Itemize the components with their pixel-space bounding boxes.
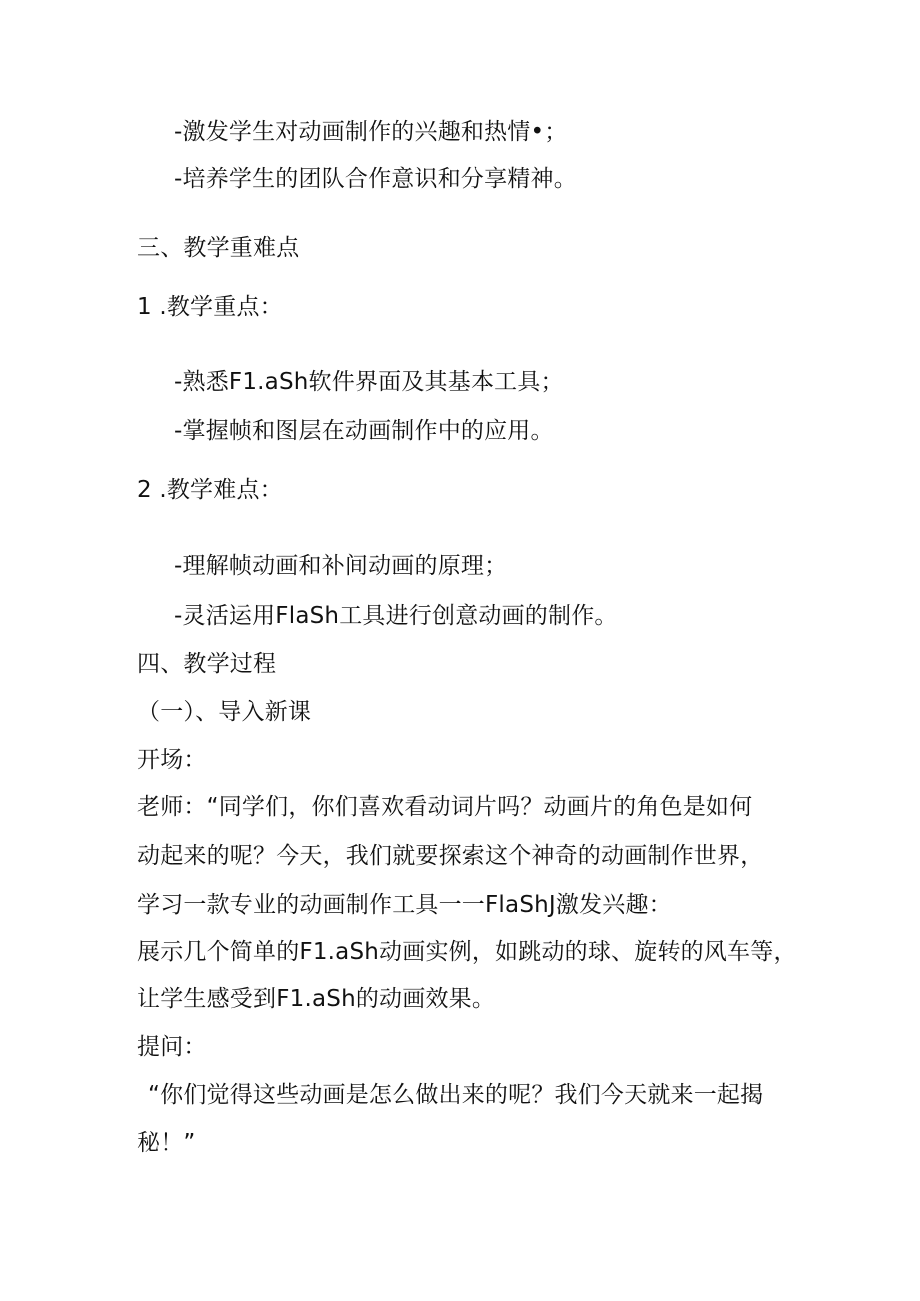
section-heading-teaching-process: 四、教学过程 bbox=[137, 651, 277, 677]
subheading-key-points: 1 .教学重点： bbox=[137, 294, 283, 320]
difficult-point-principle-line: -理解帧动画和补间动画的原理； bbox=[174, 553, 508, 579]
subsection-heading-intro: （一）、导入新课 bbox=[137, 699, 312, 725]
subheading-difficult-points: 2 .教学难点： bbox=[137, 477, 283, 503]
demo-examples-line-1: 展示几个简单的F1.aSh动画实例，如跳动的球、旋转的风车等， bbox=[137, 939, 797, 965]
teacher-speech-line-2: 动起来的呢？今天，我们就要探索这个神奇的动画制作世界， bbox=[137, 843, 764, 869]
key-point-frames-layers-line: -掌握帧和图层在动画制作中的应用。 bbox=[174, 418, 554, 444]
section-heading-key-difficult-points: 三、教学重难点 bbox=[137, 235, 300, 261]
objective-teamwork-line: -培养学生的团队合作意识和分享精神。 bbox=[174, 166, 577, 192]
opening-label: 开场： bbox=[137, 747, 207, 773]
key-point-interface-line: -熟悉F1.aSh软件界面及其基本工具； bbox=[174, 369, 564, 395]
teacher-speech-line-3: 学习一款专业的动画制作工具一一FlaShJ激发兴趣： bbox=[137, 892, 672, 918]
objective-interest-line: -激发学生对动画制作的兴趣和热情•； bbox=[174, 119, 568, 145]
teacher-speech-line-1: 老师：“同学们，你们喜欢看动词片吗？动画片的角色是如何 bbox=[137, 794, 753, 820]
question-text-line-1: “你们觉得这些动画是怎么做出来的呢？我们今天就来一起揭 bbox=[148, 1082, 764, 1108]
question-label: 提问： bbox=[137, 1034, 207, 1060]
difficult-point-creative-line: -灵活运用FlaSh工具进行创意动画的制作。 bbox=[174, 603, 618, 629]
question-text-line-2: 秘！” bbox=[137, 1130, 196, 1156]
demo-examples-line-2: 让学生感受到F1.aSh的动画效果。 bbox=[137, 986, 496, 1012]
